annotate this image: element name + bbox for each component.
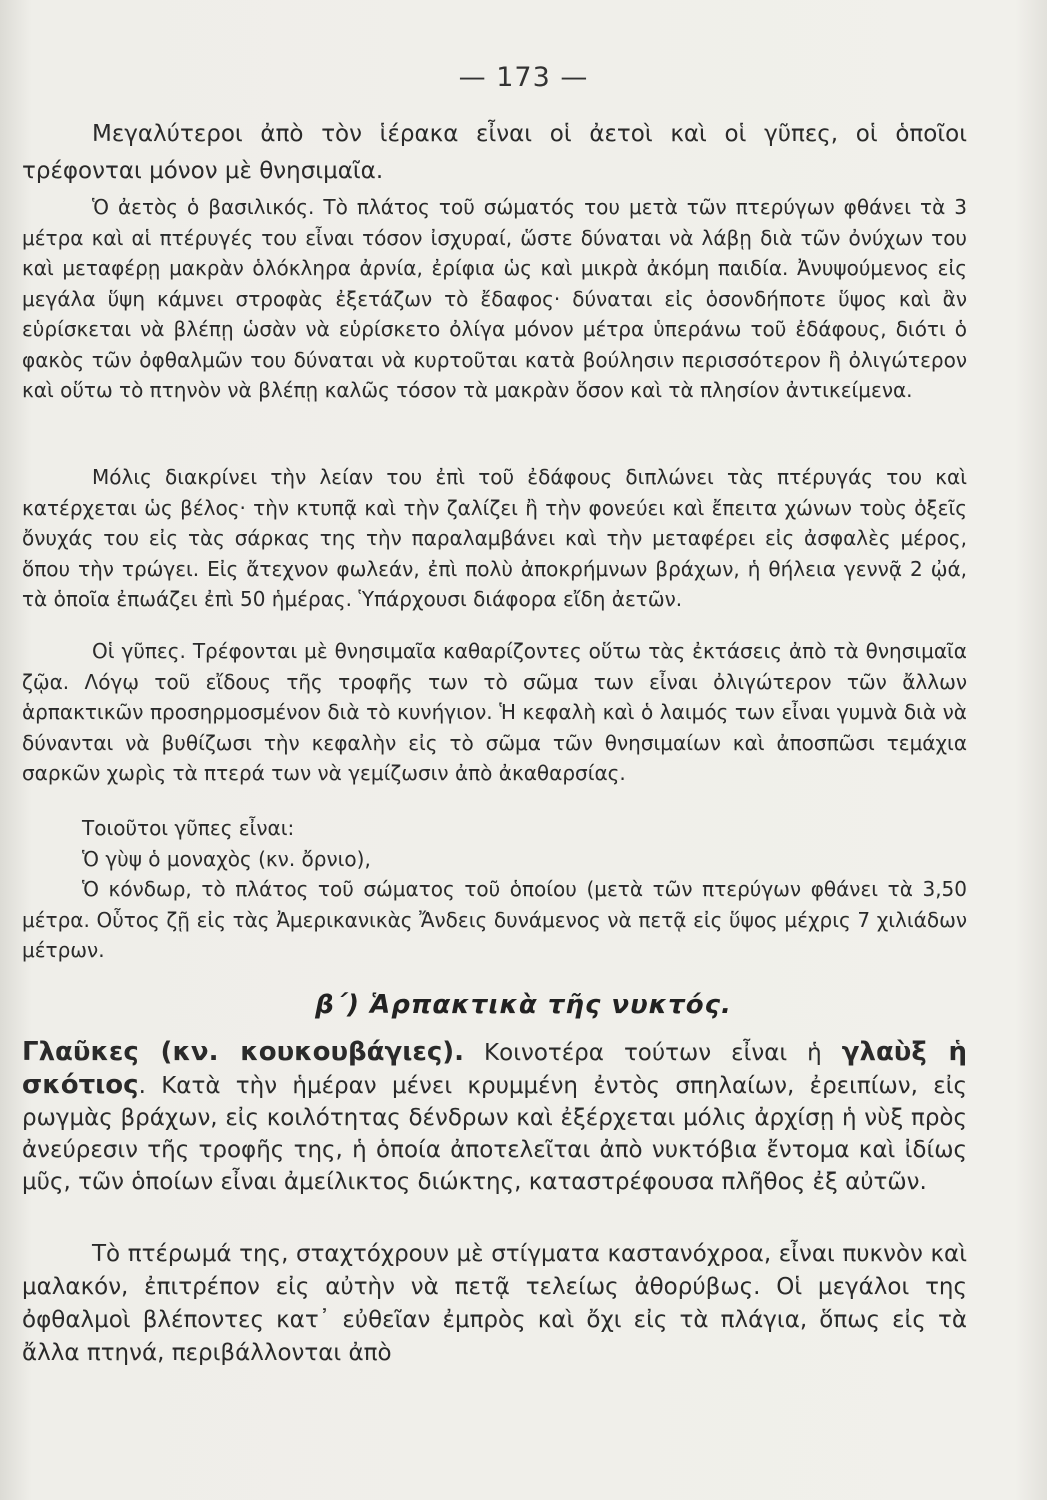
page-number: — 173 — (458, 62, 589, 93)
text-span: Κοινοτέρα τούτων εἶναι ἡ (464, 1040, 842, 1066)
paragraph-intro (22, 116, 967, 190)
paragraph-vultures (22, 636, 967, 789)
paragraph-text: Ὁ ἀετὸς ὁ βασιλικός. Τὸ πλάτος τοῦ σώματός του μετὰ τῶν πτερύγων φθάνει τὰ 3 μέτρα καὶ αἱ πτέρυγές του εἶναι τόσον ἰσχυραί, ὥστε δύναται νὰ λάβῃ διὰ τῶν ὀνύχων του καὶ μεταφέρῃ μακρὰν ὁλόκληρα ἀρνία, ἐρίφια ὡς καὶ μικρὰ ἀκόμη παιδία. Ἀνυψούμενος εἰς μεγάλα ὕψη κάμνει στροφὰς ἐξετάζων τὸ ἔδαφος· δύναται εἰς ὁσονδήποτε ὕψος καὶ ἂν εὑρίσκεται νὰ βλέπῃ ὡσὰν νὰ εὑρίσκετο ὀλίγα μόνον μέτρα ὑπεράνω τοῦ ἐδάφους, διότι ὁ φακὸς τῶν ὀφθαλμῶν του δύναται νὰ κυρτοῦται κατὰ βούλησιν περισσότερον ἢ ὀλιγώτερον καὶ οὕτω τὸ πτηνὸν νὰ βλέπῃ καλῶς τόσον τὰ μακρὰν ὅσον καὶ τὰ πλησίον ἀντικείμενα. (22, 195, 967, 402)
list-item: Ὁ γὺψ ὁ μοναχὸς (κν. ὄρνιο), (82, 846, 371, 871)
bold-lead: Γλαῦκες (κν. κουκουβάγιες). (22, 1037, 465, 1067)
section-heading: β΄) Ἁρπακτικὰ τῆς νυκτός. (315, 990, 732, 1020)
paragraph-text: Οἱ γῦπες. Τρέφονται μὲ θνησιμαῖα καθαρίζοντες οὕτω τὰς ἐκτάσεις ἀπὸ τὰ θνησιμαῖα ζῷα. Λόγῳ τοῦ εἴδους τῆς τροφῆς των τὸ σῶμα των εἶναι ὀλιγώτερον τῶν ἄλλων ἁρπακτικῶν προσηρμοσμένον διὰ τὸ κυνήγιον. Ἡ κεφαλὴ καὶ ὁ λαιμός των εἶναι γυμνὰ διὰ νὰ δύνανται νὰ βυθίζωσι τὴν κεφαλὴν εἰς τὸ σῶμα τῶν θνησιμαίων καὶ ἀποσπῶσι τεμάχια σαρκῶν χωρὶς τὰ πτερά των νὰ γεμίζωσιν ἀπὸ ἀκαθαρσίας. (22, 639, 967, 785)
list-item: Ὁ κόνδωρ, τὸ πλάτος τοῦ σώματος τοῦ ὁποίου (μετὰ τῶν πτερύγων φθάνει τὰ 3,50 μέτρα. Οὗτος ζῇ εἰς τὰς Ἀμερικανικὰς Ἄνδεις δυνάμενος νὰ πετᾷ εἰς ὕψος μέχρις 7 χιλιάδων μέτρων. (22, 877, 967, 962)
paragraph-text (22, 1036, 967, 1198)
paragraph-text: Τὸ πτέρωμά της, σταχτόχρουν μὲ στίγματα καστανόχροα, εἶναι πυκνὸν καὶ μαλακόν, ἐπιτρέπον εἰς αὐτὴν νὰ πετᾷ τελείως ἀθορύβως. Οἱ μεγάλοι της ὀφθαλμοὶ βλέποντες κατ᾽ εὐθεῖαν ἐμπρὸς καὶ ὄχι εἰς τὰ πλάγια, ὅπως εἰς τὰ ἄλλα πτηνά, περιβάλλονται ἀπὸ (22, 1241, 967, 1366)
bold-species-name: γλαὺξ ἡ σκότιος (22, 1037, 967, 1100)
vulture-list (22, 813, 967, 966)
paragraph-owl-plumage (22, 1238, 967, 1370)
paragraph-text: Μόλις διακρίνει τὴν λείαν του ἐπὶ τοῦ ἐδάφους διπλώνει τὰς πτέρυγάς του καὶ κατέρχεται ὡς βέλος· τὴν κτυπᾷ καὶ τὴν ζαλίζει ἢ τὴν φονεύει καὶ ἔπειτα χώνων τοὺς ὀξεῖς ὄνυχάς του εἰς τὰς σάρκας της τὴν παραλαμβάνει καὶ τὴν μεταφέρει εἰς ἀσφαλὲς μέρος, ὅπου τὴν τρώγει. Εἰς ἄτεχνον φωλεάν, ἐπὶ πολὺ ἀποκρήμνων βράχων, ἡ θήλεια γεννᾷ 2 ᾠά, τὰ ὁποῖα ἐπωάζει ἐπὶ 50 ἡμέρας. Ὑπάρχουσι διάφορα εἴδη ἀετῶν. (22, 465, 967, 611)
paragraph-owls (22, 1036, 967, 1198)
text-span: . Κατὰ τὴν ἡμέραν μένει κρυμμένη ἐντὸς σπηλαίων, ἐρειπίων, εἰς ρωγμὰς βράχων, εἰς κοιλότητας δένδρων καὶ ἐξέρχεται μόλις ἀρχίσῃ ἡ νὺξ πρὸς ἀνεύρεσιν τῆς τροφῆς της, ἡ ὁποία ἀποτελεῖται ἀπὸ νυκτόβια ἔντομα καὶ ἰδίως μῦς, τῶν ὁποίων εἶναι ἀμείλικτος διώκτης, καταστρέφουσα πλῆθος ἐξ αὐτῶν. (22, 1073, 967, 1195)
paragraph-royal-eagle (22, 192, 967, 406)
list-intro: Τοιοῦτοι γῦπες εἶναι: (82, 816, 295, 840)
paragraph-text: Μεγαλύτεροι ἀπὸ τὸν ἱέρακα εἶναι οἱ ἀετοὶ καὶ οἱ γῦπες, οἱ ὁποῖοι τρέφονται μόνον μὲ θνησιμαῖα. (22, 121, 967, 184)
paragraph-eagle-hunting (22, 462, 967, 615)
